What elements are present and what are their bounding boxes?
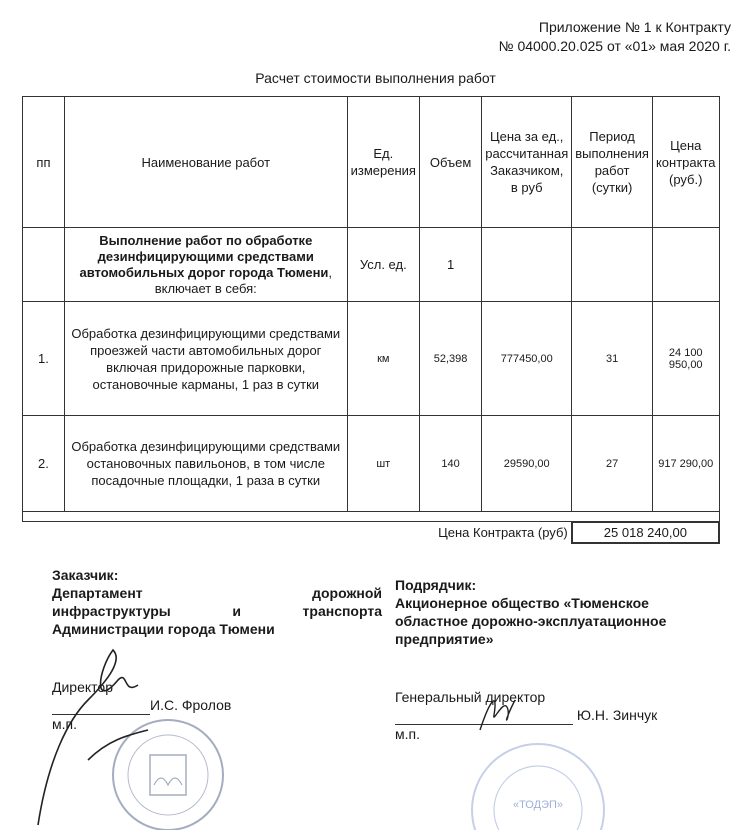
contractor-seal-icon [472, 744, 604, 830]
table-spacer-row [23, 512, 720, 522]
header-total: Цена контракта (руб.) [652, 97, 719, 228]
contractor-name: Ю.Н. Зинчук [576, 707, 658, 723]
group-num [23, 228, 65, 302]
customer-name: И.С. Фролов [150, 697, 232, 713]
row-total: 24 100 950,00 [652, 302, 719, 416]
header-period: Период выполнения работ (сутки) [572, 97, 653, 228]
document-title: Расчет стоимости выполнения работ [255, 70, 496, 86]
contractor-seal [420, 670, 620, 830]
row-unit: шт [347, 416, 419, 512]
row-price: 29590,00 [482, 416, 572, 512]
group-price [482, 228, 572, 302]
contractor-org-line-2: областное дорожно-эксплуатационное [395, 613, 667, 629]
contractor-signature-icon [480, 700, 515, 730]
customer-stamp-icon [113, 720, 223, 830]
row-period: 27 [572, 416, 653, 512]
table-total-row [23, 522, 720, 543]
row-num: 1. [23, 302, 65, 416]
customer-heading: Заказчик: [52, 567, 119, 583]
row-num: 2. [23, 416, 65, 512]
row-volume: 52,398 [419, 302, 481, 416]
table-row [23, 302, 720, 416]
customer-position: Директор [52, 679, 113, 695]
row-volume: 140 [419, 416, 481, 512]
group-total [652, 228, 719, 302]
contractor-heading: Подрядчик: [395, 577, 477, 593]
customer-org-line-2: инфраструктуры и транспорта [52, 603, 382, 619]
contractor-org-line-1: Акционерное общество «Тюменское [395, 595, 649, 611]
header-num: пп [23, 97, 65, 228]
row-total: 917 290,00 [652, 416, 719, 512]
customer-org-line-1: Департамент дорожной [52, 585, 382, 601]
group-volume: 1 [419, 228, 481, 302]
group-name-rest: , включает в себя: [154, 264, 333, 296]
header-volume: Объем [419, 97, 481, 228]
annex-line-2: № 04000.20.025 от «01» мая 2020 г. [498, 38, 731, 54]
works-table [22, 96, 720, 544]
annex-line-1: Приложение № 1 к Контракту [538, 19, 731, 35]
customer-signature-stamp [28, 640, 228, 830]
group-unit: Усл. ед. [347, 228, 419, 302]
total-value: 25 018 240,00 [572, 522, 719, 543]
group-period [572, 228, 653, 302]
customer-org-line-3: Администрации города Тюмени [52, 621, 275, 637]
annex-reference [499, 18, 731, 56]
row-unit: км [347, 302, 419, 416]
total-label: Цена Контракта (руб) [23, 522, 572, 543]
customer-stamp-label: м.п. [52, 716, 77, 732]
row-name: Обработка дезинфицирующими средствами остановочных павильонов, в том числе посадочные площадки, 1 раза в сутки [64, 416, 347, 512]
group-name [64, 228, 347, 302]
row-name: Обработка дезинфицирующими средствами проезжей части автомобильных дорог включая придорожные парковки, остановочные карманы, 1 раз в сутки [64, 302, 347, 416]
contractor-position: Генеральный директор [395, 689, 546, 705]
table-header-row [23, 97, 720, 228]
contractor-stamp-label: м.п. [395, 726, 420, 742]
row-period: 31 [572, 302, 653, 416]
header-price: Цена за ед., рассчитанная Заказчиком, в руб [482, 97, 572, 228]
row-price: 777450,00 [482, 302, 572, 416]
customer-signature-icon [38, 650, 148, 825]
group-name-bold: Выполнение работ по обработке дезинфицирующими средствами автомобильных дорог города Тюмени [79, 232, 329, 280]
table-row [23, 416, 720, 512]
table-group-row [23, 228, 720, 302]
contractor-seal-text: «ТОДЭП» [512, 799, 564, 811]
header-name: Наименование работ [64, 97, 347, 228]
contractor-org-line-3: предприятие» [395, 631, 494, 647]
spacer-cell [23, 512, 720, 522]
header-unit: Ед. измерения [347, 97, 419, 228]
